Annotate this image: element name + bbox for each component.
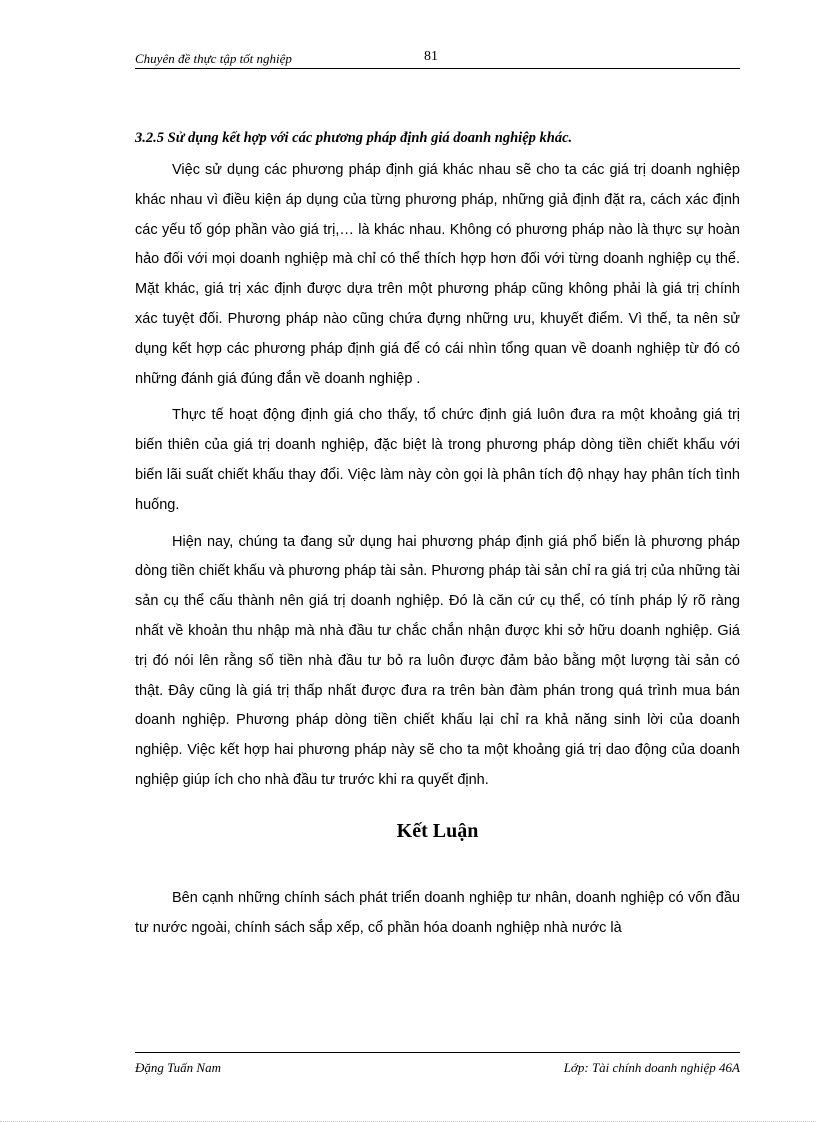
page-header (135, 48, 740, 69)
document-body (135, 128, 740, 950)
paragraph-2: Thực tế hoạt động định giá cho thấy, tổ chức định giá luôn đưa ra một khoảng giá trị biến thiên của giá trị doanh nghiệp, đặc biệt là trong phương pháp dòng tiền chiết khấu với biến lãi suất chiết khấu thay đổi. Việc làm này còn gọi là phân tích độ nhạy hay phân tích tình huống. (135, 407, 740, 513)
section-heading: 3.2.5 Sử dụng kết hợp với các phương pháp định giá doanh nghiệp khác. (135, 130, 573, 146)
footer-author: Đặng Tuấn Nam (135, 1060, 221, 1075)
page-number: 81 (424, 49, 438, 64)
footer-class: Lớp: Tài chính doanh nghiệp 46A (563, 1060, 740, 1075)
conclusion-paragraph: Bên cạnh những chính sách phát triển doanh nghiệp tư nhân, doanh nghiệp có vốn đầu tư nước ngoài, chính sách sắp xếp, cổ phần hóa doanh nghiệp nhà nước là (135, 889, 740, 936)
header-title: Chuyên đề thực tập tốt nghiệp (135, 51, 292, 66)
paragraph-1: Việc sử dụng các phương pháp định giá khác nhau sẽ cho ta các giá trị doanh nghiệp khác nhau vì điều kiện áp dụng của từng phương pháp, những giả định đặt ra, cách xác định các yếu tố góp phần vào giá trị,… là khác nhau. Không có phương pháp nào là thực sự hoàn hảo đối với mọi doanh nghiệp mà chỉ có thể thích hợp hơn đối với từng doanh nghiệp cụ thể. Mặt khác, giá trị xác định được dựa trên một phương pháp cũng không phải là giá trị chính xác tuyệt đối. Phương pháp nào cũng chứa đựng những ưu, khuyết điểm. Vì thế, ta nên sử dụng kết hợp các phương pháp định giá để có cái nhìn tổng quan về doanh nghiệp từ đó có những đánh giá đúng đắn về doanh nghiệp . (135, 162, 740, 387)
paragraph-3: Hiện nay, chúng ta đang sử dụng hai phương pháp định giá phổ biến là phương pháp dòng tiền chiết khấu và phương pháp tài sản. Phương pháp tài sản chỉ ra giá trị của những tài sản cụ thể cấu thành nên giá trị doanh nghiệp. Đó là căn cứ cụ thể, có tính pháp lý rõ ràng nhất về khoản thu nhập mà nhà đầu tư chắc chắn nhận được khi sở hữu doanh nghiệp. Giá trị đó nói lên rằng số tiền nhà đầu tư bỏ ra luôn được đảm bảo bằng một lượng tài sản có thật. Đây cũng là giá trị thấp nhất được đưa ra trên bàn đàm phán trong quá trình mua bán doanh nghiệp. Phương pháp dòng tiền chiết khấu lại chỉ ra khả năng sinh lời của doanh nghiệp. Việc kết hợp hai phương pháp này sẽ cho ta một khoảng giá trị dao động của doanh nghiệp giúp ích cho nhà đầu tư trước khi ra quyết định. (135, 533, 740, 788)
page-footer (135, 1052, 740, 1077)
page-bottom-divider (0, 1121, 816, 1122)
conclusion-title: Kết Luận (396, 819, 479, 842)
